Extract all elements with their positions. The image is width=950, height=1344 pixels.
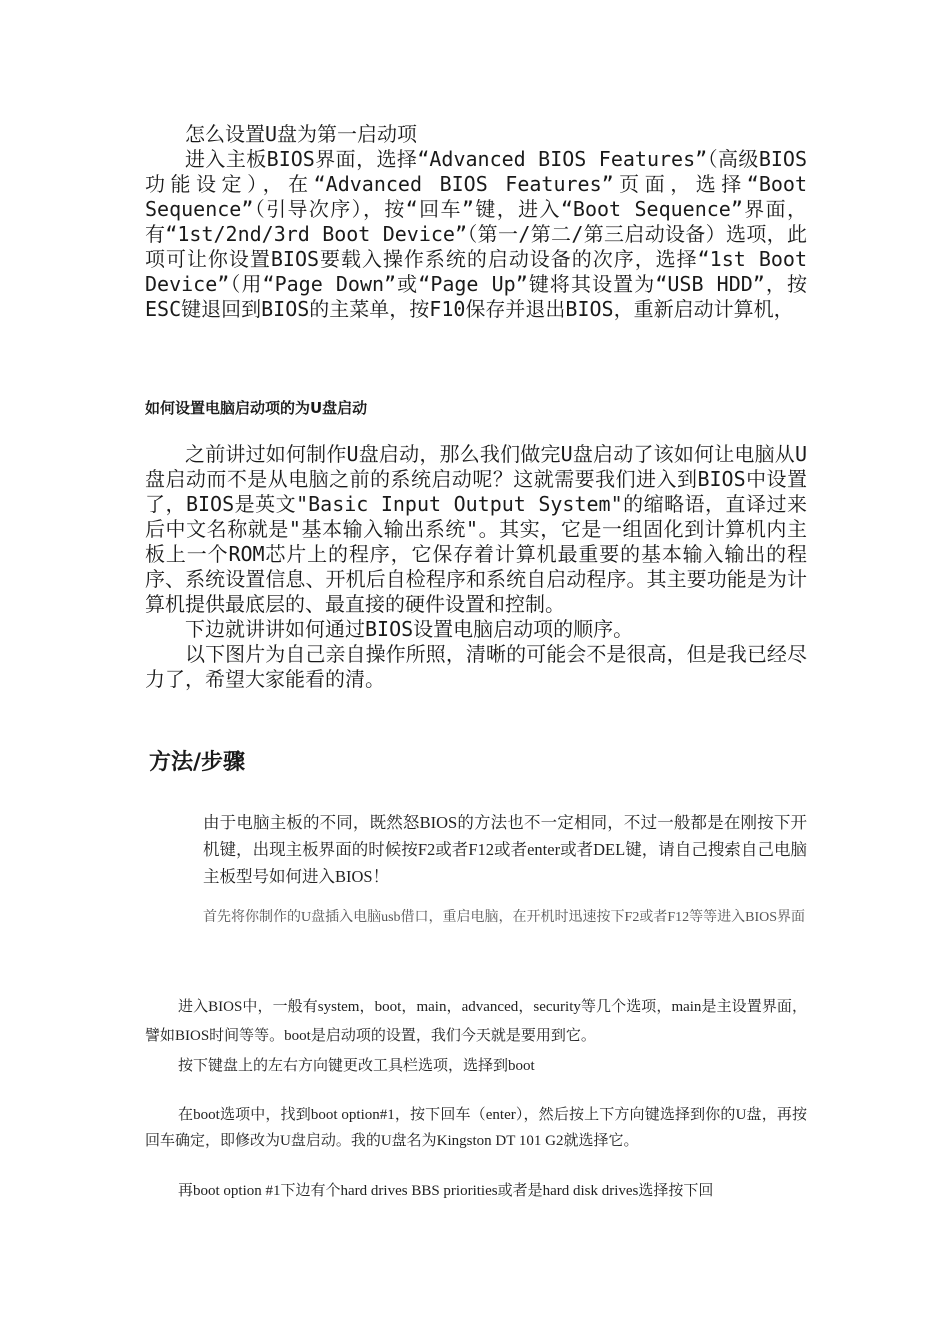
- steps-heading: 方法/步骤: [149, 750, 246, 775]
- section-intro: [145, 122, 807, 322]
- select-boot-text: 按下键盘上的左右方向键更改工具栏选项，选择到boot: [178, 1058, 535, 1074]
- bios-options-text: 进入BIOS中，一般有system，boot，main，advanced，security等几个选项，main是主设置界面，譬如BIOS时间等等。boot是启动项的设置，我们今天就是要用到它。: [145, 999, 807, 1044]
- bios-explanation-paragraph: 之前讲过如何制作U盘启动，那么我们做完U盘启动了该如何让电脑从U盘启动而不是从电脑之前的系统启动呢？这就需要我们进入到BIOS中设置了，BIOS是英文"Basic Input Output System"的缩略语，直译过来后中文名称就是"基本输入输出系统"。其实，它是一组固化到计算机内主板上一个ROM芯片上的程序，它保存着计算机最重要的基本输入输出的程序、系统设置信息、开机后自检程序和系统自启动程序。其主要功能是为计算机提供最底层的、最直接的硬件设置和控制。: [145, 442, 807, 616]
- bios-order-intro: 下边就讲讲如何通过BIOS设置电脑启动项的顺序。: [185, 617, 634, 641]
- para-boot-option: [145, 1102, 807, 1154]
- boot-option-text: 在boot选项中，找到boot option#1，按下回车（enter），然后按上下方向键选择到你的U盘，再按回车确定，即修改为U盘启动。我的U盘名为Kingston DT 101 G2就选择它。: [145, 1107, 807, 1149]
- step-note-insert-usb: 首先将你制作的U盘插入电脑usb借口，重启电脑，在开机时迅速按下F2或者F12等等进入BIOS界面: [203, 910, 806, 925]
- hard-drives-text: 再boot option #1下边有个hard drives BBS priorities或者是hard disk drives选择按下回: [178, 1183, 714, 1199]
- section-heading-usb-boot: 如何设置电脑启动项的为U盘启动: [145, 399, 368, 417]
- intro-paragraph: 进入主板BIOS界面，选择“Advanced BIOS Features”（高级BIOS功能设定），在“Advanced BIOS Features”页面，选择“Boot Sequence”（引导次序），按“回车”键，进入“Boot Sequence”界面，有“1st/2nd/3rd Boot Device”（第一/第二/第三启动设备）选项，此项可让你设置BIOS要载入操作系统的启动设备的次序，选择“1st Boot Device”（用“Page Down”或“Page Up”键将其设置为“USB HDD”，按ESC键退回到BIOS的主菜单，按F10保存并退出BIOS，重新启动计算机，: [145, 147, 807, 321]
- step-note-enter-bios: 由于电脑主板的不同，既然怒BIOS的方法也不一定相同，不过一般都是在刚按下开机键，出现主板界面的时候按F2或者F12或者enter或者DEL键，请自己搜索自己电脑主板型号如何进入BIOS！: [203, 813, 807, 886]
- para-select-boot: [145, 1055, 807, 1077]
- para-hard-drives: [145, 1180, 807, 1202]
- para-bios-options: [145, 993, 807, 1051]
- intro-title: 怎么设置U盘为第一启动项: [185, 122, 418, 146]
- photo-note: 以下图片为自己亲自操作所照，清晰的可能会不是很高，但是我已经尽力了，希望大家能看的清。: [145, 642, 807, 691]
- section-bios-explanation: [145, 442, 807, 692]
